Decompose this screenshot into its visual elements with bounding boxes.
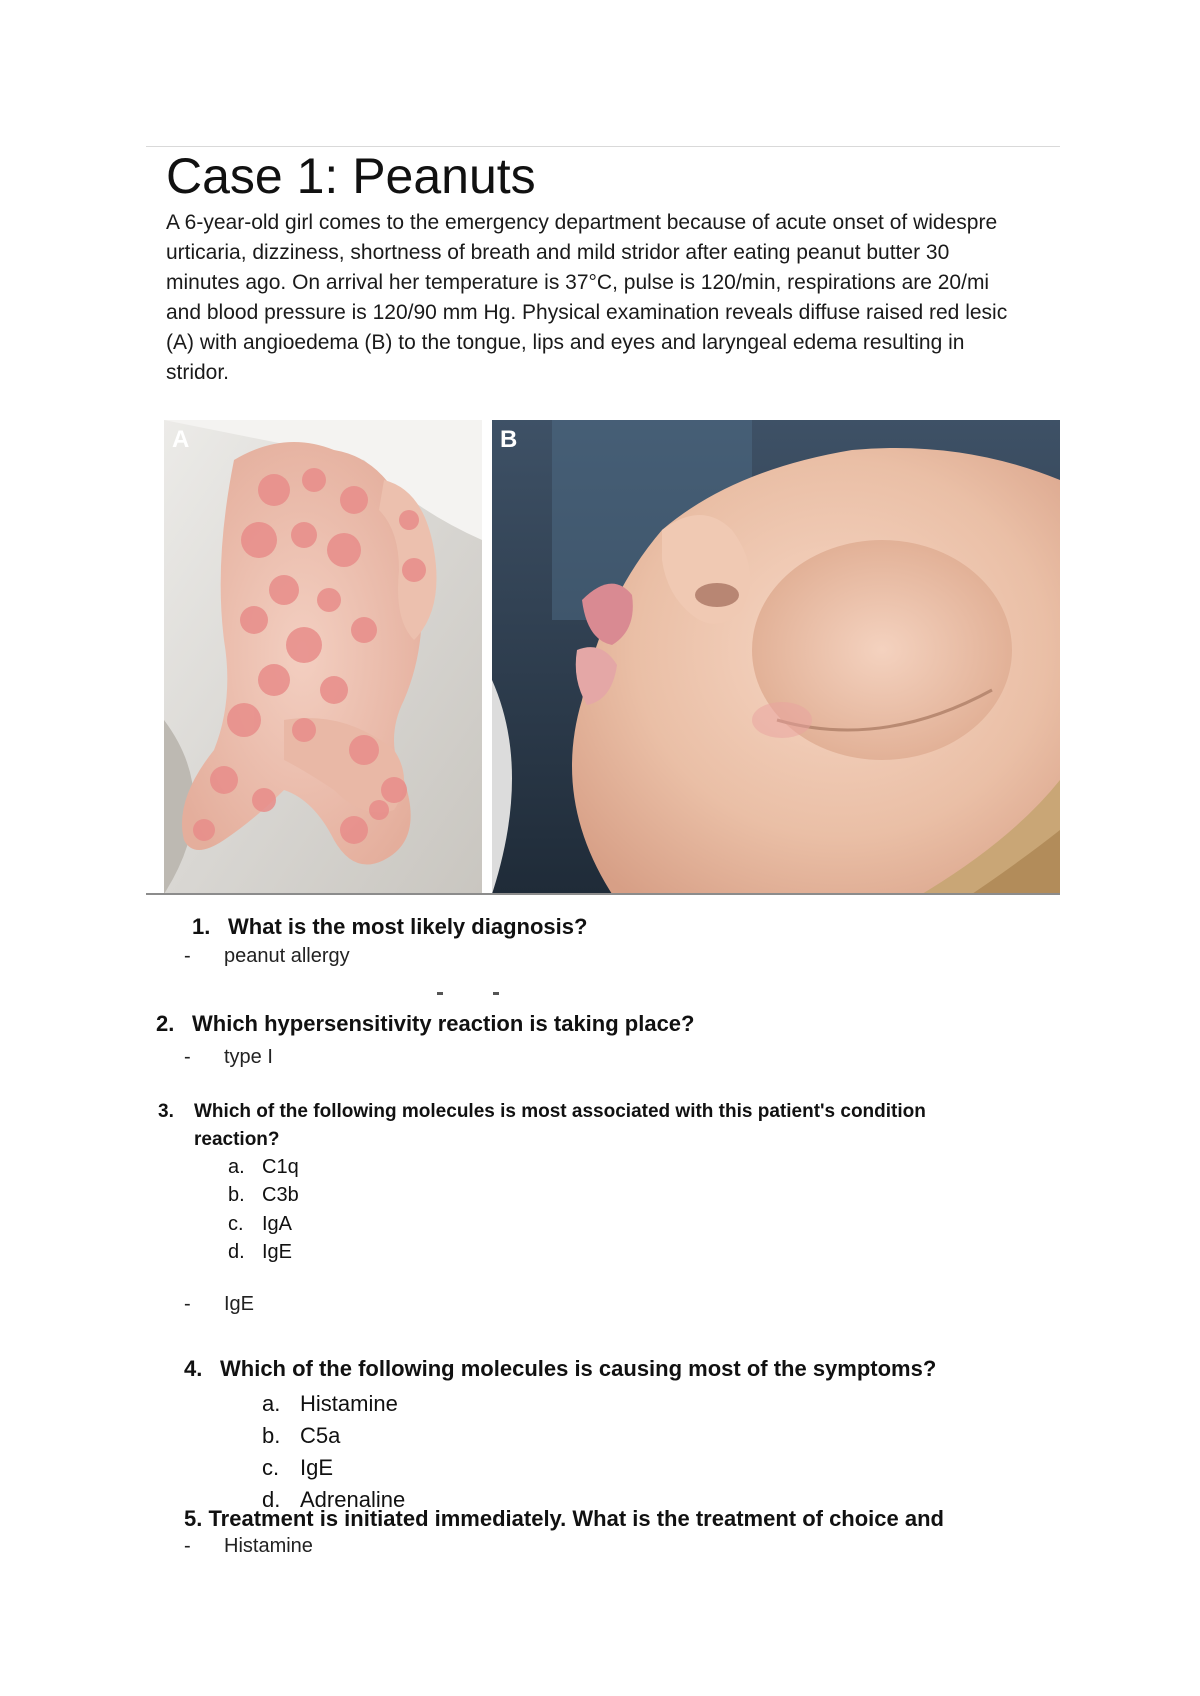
option-text: C1q [262, 1156, 299, 1178]
answer-dash: - [184, 1535, 191, 1557]
option-letter: a. [228, 1156, 245, 1178]
question-text: Which of the following molecules is causing most of the symptoms? [220, 1356, 937, 1381]
angioedema-photo [492, 420, 1060, 894]
stray-mark [437, 992, 443, 995]
urticaria-photo [164, 420, 482, 894]
q4-option-c [262, 1452, 333, 1484]
option-text: C3b [262, 1184, 299, 1206]
answer-text: IgE [224, 1293, 255, 1315]
answer-3 [184, 1292, 254, 1316]
answer-text: peanut allergy [224, 945, 350, 967]
option-text: IgA [262, 1213, 293, 1235]
question-text: Which hypersensitivity reaction is taking place? [192, 1011, 695, 1036]
answer-1 [184, 944, 350, 968]
q4-option-b [262, 1420, 340, 1452]
figure-panel-a [164, 420, 482, 894]
figure-panel-b [492, 420, 1060, 894]
answer-dash: - [184, 1046, 191, 1068]
panel-b-label: B [500, 426, 518, 453]
question-1 [192, 913, 587, 941]
intro-line: minutes ago. On arrival her temperature is 37°C, pulse is 120/min, respirations are 20/mi [166, 271, 990, 294]
question-number: 1. [192, 914, 211, 939]
answer-dash: - [184, 945, 191, 967]
stray-mark [493, 992, 499, 995]
panel-a-label: A [172, 426, 190, 453]
question-5-clipped [184, 1506, 1044, 1531]
q4-option-a [262, 1388, 398, 1420]
intro-line: stridor. [166, 361, 230, 384]
question-text: Which of the following molecules is most associated with this patient's condition [194, 1101, 926, 1122]
case-intro [166, 208, 1060, 388]
question-3 [158, 1098, 926, 1125]
option-letter: c. [262, 1455, 280, 1480]
intro-line: and blood pressure is 120/90 mm Hg. Physical examination reveals diffuse raised red lesic [166, 301, 1008, 324]
intro-line: A 6-year-old girl comes to the emergency department because of acute onset of widespre [166, 211, 998, 234]
answer-2 [184, 1045, 273, 1069]
question-4 [184, 1355, 936, 1383]
option-text: Histamine [300, 1391, 398, 1416]
question-number: 2. [156, 1011, 175, 1036]
option-text: C5a [300, 1423, 341, 1448]
question-number: 4. [184, 1356, 203, 1381]
option-letter: d. [228, 1241, 245, 1263]
option-text: IgE [262, 1241, 293, 1263]
case-title: Case 1: Peanuts [166, 148, 536, 204]
option-letter: b. [228, 1184, 245, 1206]
question-text: What is the most likely diagnosis? [228, 914, 588, 939]
question-2 [156, 1010, 694, 1038]
option-letter: d. [262, 1487, 281, 1512]
answer-text: Histamine [224, 1535, 313, 1557]
figure-bottom-divider [146, 893, 1060, 895]
question-text: 5. Treatment is initiated immediately. What is the treatment of choice and [184, 1506, 944, 1531]
option-letter: a. [262, 1391, 281, 1416]
q3-option-a [228, 1153, 299, 1181]
q3-option-d [228, 1238, 292, 1266]
option-text: IgE [300, 1455, 334, 1480]
q3-option-b [228, 1181, 299, 1209]
option-letter: b. [262, 1423, 281, 1448]
option-letter: c. [228, 1213, 244, 1235]
answer-dash: - [184, 1293, 191, 1315]
intro-line: (A) with angioedema (B) to the tongue, lips and eyes and laryngeal edema resulting in [166, 331, 965, 354]
question-number: 3. [158, 1101, 174, 1122]
option-text: Adrenaline [300, 1487, 406, 1512]
intro-line: urticaria, dizziness, shortness of breath and mild stridor after eating peanut butter 30 [166, 241, 950, 264]
q3-option-c [228, 1210, 292, 1238]
clinical-figure [146, 420, 1060, 894]
answer-4 [184, 1534, 313, 1558]
question-3-continued: reaction? [194, 1129, 280, 1150]
answer-text: type I [224, 1046, 273, 1068]
